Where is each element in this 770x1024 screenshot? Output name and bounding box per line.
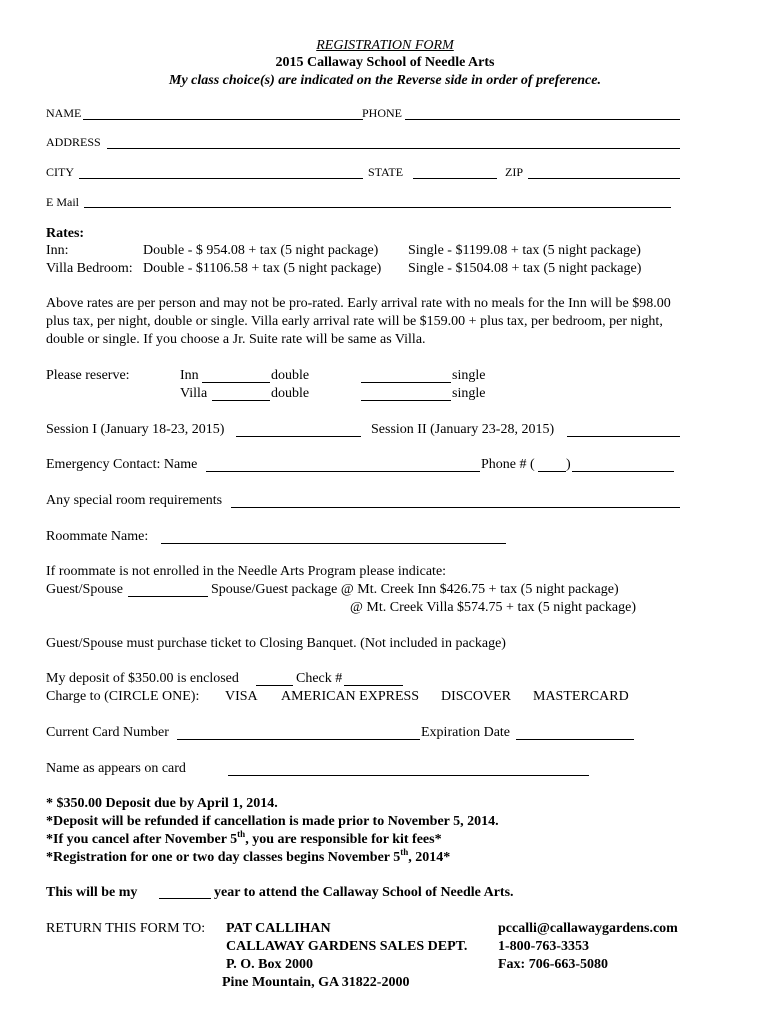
policy-kit-fees: *If you cancel after November 5th, you are responsible for kit fees* [46,829,442,847]
card-mastercard[interactable]: MASTERCARD [533,689,629,704]
form-title: REGISTRATION FORM [316,38,454,53]
check-label: Check # [296,671,343,686]
reserve-villa-single-label: single [452,386,486,401]
guest-package-villa: @ Mt. Creek Villa $574.75 + tax (5 night package) [350,600,637,615]
school-title: 2015 Callaway School of Needle Arts [275,55,495,70]
guest-package-inn: Spouse/Guest package @ Mt. Creek Inn $426.75 + tax (5 night package) [211,582,619,597]
year-field[interactable] [159,898,211,899]
policy-registration: *Registration for one or two day classes begins November 5th, 2014* [46,847,451,865]
email-field[interactable] [84,207,671,208]
email-label: E Mail [46,195,79,209]
state-label: STATE [368,165,404,179]
return-email[interactable]: pccalli@callawaygardens.com [498,921,678,936]
city-field[interactable] [79,178,363,179]
return-box: P. O. Box 2000 [226,957,313,972]
reserve-villa-double-label: double [271,386,310,401]
rates-inn-double: Double - $ 954.08 + tax (5 night package) [143,243,379,258]
return-city: Pine Mountain, GA 31822-2000 [222,975,410,990]
deposit-field[interactable] [256,685,293,686]
rates-villa-single: Single - $1504.08 + tax (5 night package) [408,261,642,276]
session-1-field[interactable] [236,436,361,437]
subtitle: My class choice(s) are indicated on the Reverse side in order of preference. [169,73,601,88]
session-2-field[interactable] [567,436,680,437]
name-on-card-label: Name as appears on card [46,761,186,776]
emergency-name-field[interactable] [206,471,480,472]
guest-spouse-label: Guest/Spouse [46,582,123,597]
address-label: ADDRESS [46,135,101,149]
rates-villa-label: Villa Bedroom: [46,261,133,276]
deposit-label: My deposit of $350.00 is enclosed [46,671,239,686]
return-phone: 1-800-763-3353 [498,939,589,954]
guest-banquet-note: Guest/Spouse must purchase ticket to Closing Banquet. (Not included in package) [46,636,506,651]
rates-note-2: plus tax, per night, double or single. Villa early arrival rate will be $159.00 + plus tax, per bedroom, per night, [46,314,663,329]
rates-villa-double: Double - $1106.58 + tax (5 night package) [143,261,382,276]
reserve-villa-double-field[interactable] [212,400,270,401]
reserve-inn-label: Inn [180,368,199,383]
special-requirements-field[interactable] [231,507,680,508]
check-number-field[interactable] [344,685,403,686]
year-prefix: This will be my [46,885,138,900]
reserve-inn-double-field[interactable] [202,382,270,383]
return-label: RETURN THIS FORM TO: [46,921,206,936]
rates-note-3: double or single. If you choose a Jr. Suite rate will be same as Villa. [46,332,426,347]
emergency-area-code-field[interactable] [538,471,566,472]
expiration-field[interactable] [516,739,634,740]
name-field[interactable] [83,119,363,120]
phone-label: PHONE [362,106,403,120]
policy-refund: *Deposit will be refunded if cancellation is made prior to November 5, 2014. [46,814,499,829]
charge-label: Charge to (CIRCLE ONE): [46,689,200,704]
reserve-villa-label: Villa [180,386,208,401]
rates-inn-single: Single - $1199.08 + tax (5 night package) [408,243,641,258]
city-label: CITY [46,165,74,179]
policy-deposit-due: * $350.00 Deposit due by April 1, 2014. [46,796,278,811]
return-dept: CALLAWAY GARDENS SALES DEPT. [226,939,468,954]
card-number-field[interactable] [177,739,420,740]
phone-field[interactable] [405,119,680,120]
reserve-inn-single-field[interactable] [361,382,451,383]
card-american-express[interactable]: AMERICAN EXPRESS [281,689,420,704]
reserve-inn-single-label: single [452,368,486,383]
rates-inn-label: Inn: [46,243,69,258]
reserve-inn-double-label: double [271,368,310,383]
emergency-name-label: Emergency Contact: Name [46,457,198,472]
session-2-label: Session II (January 23-28, 2015) [371,422,555,437]
rates-heading: Rates: [46,226,85,241]
zip-label: ZIP [505,165,523,179]
zip-field[interactable] [528,178,680,179]
name-on-card-field[interactable] [228,775,589,776]
return-fax: Fax: 706-663-5080 [498,957,609,972]
expiration-label: Expiration Date [421,725,511,740]
roommate-label: Roommate Name: [46,529,149,544]
reserve-villa-single-field[interactable] [361,400,451,401]
emergency-phone-close: ) [566,457,571,472]
reserve-label: Please reserve: [46,368,130,383]
emergency-phone-label: Phone # ( [481,457,535,472]
name-label: NAME [46,106,82,120]
card-visa[interactable]: VISA [225,689,258,704]
state-field[interactable] [413,178,497,179]
year-suffix: year to attend the Callaway School of Needle Arts. [214,885,514,900]
special-requirements-label: Any special room requirements [46,493,223,508]
guest-intro: If roommate is not enrolled in the Needle Arts Program please indicate: [46,564,447,579]
emergency-phone-field[interactable] [572,471,674,472]
card-discover[interactable]: DISCOVER [441,689,512,704]
card-number-label: Current Card Number [46,725,169,740]
session-1-label: Session I (January 18-23, 2015) [46,422,225,437]
address-field[interactable] [107,148,680,149]
return-name: PAT CALLIHAN [226,921,331,936]
roommate-field[interactable] [161,543,506,544]
rates-note-1: Above rates are per person and may not be pro-rated. Early arrival rate with no meals for the Inn will be $98.00 [46,296,671,311]
guest-spouse-field[interactable] [128,596,208,597]
